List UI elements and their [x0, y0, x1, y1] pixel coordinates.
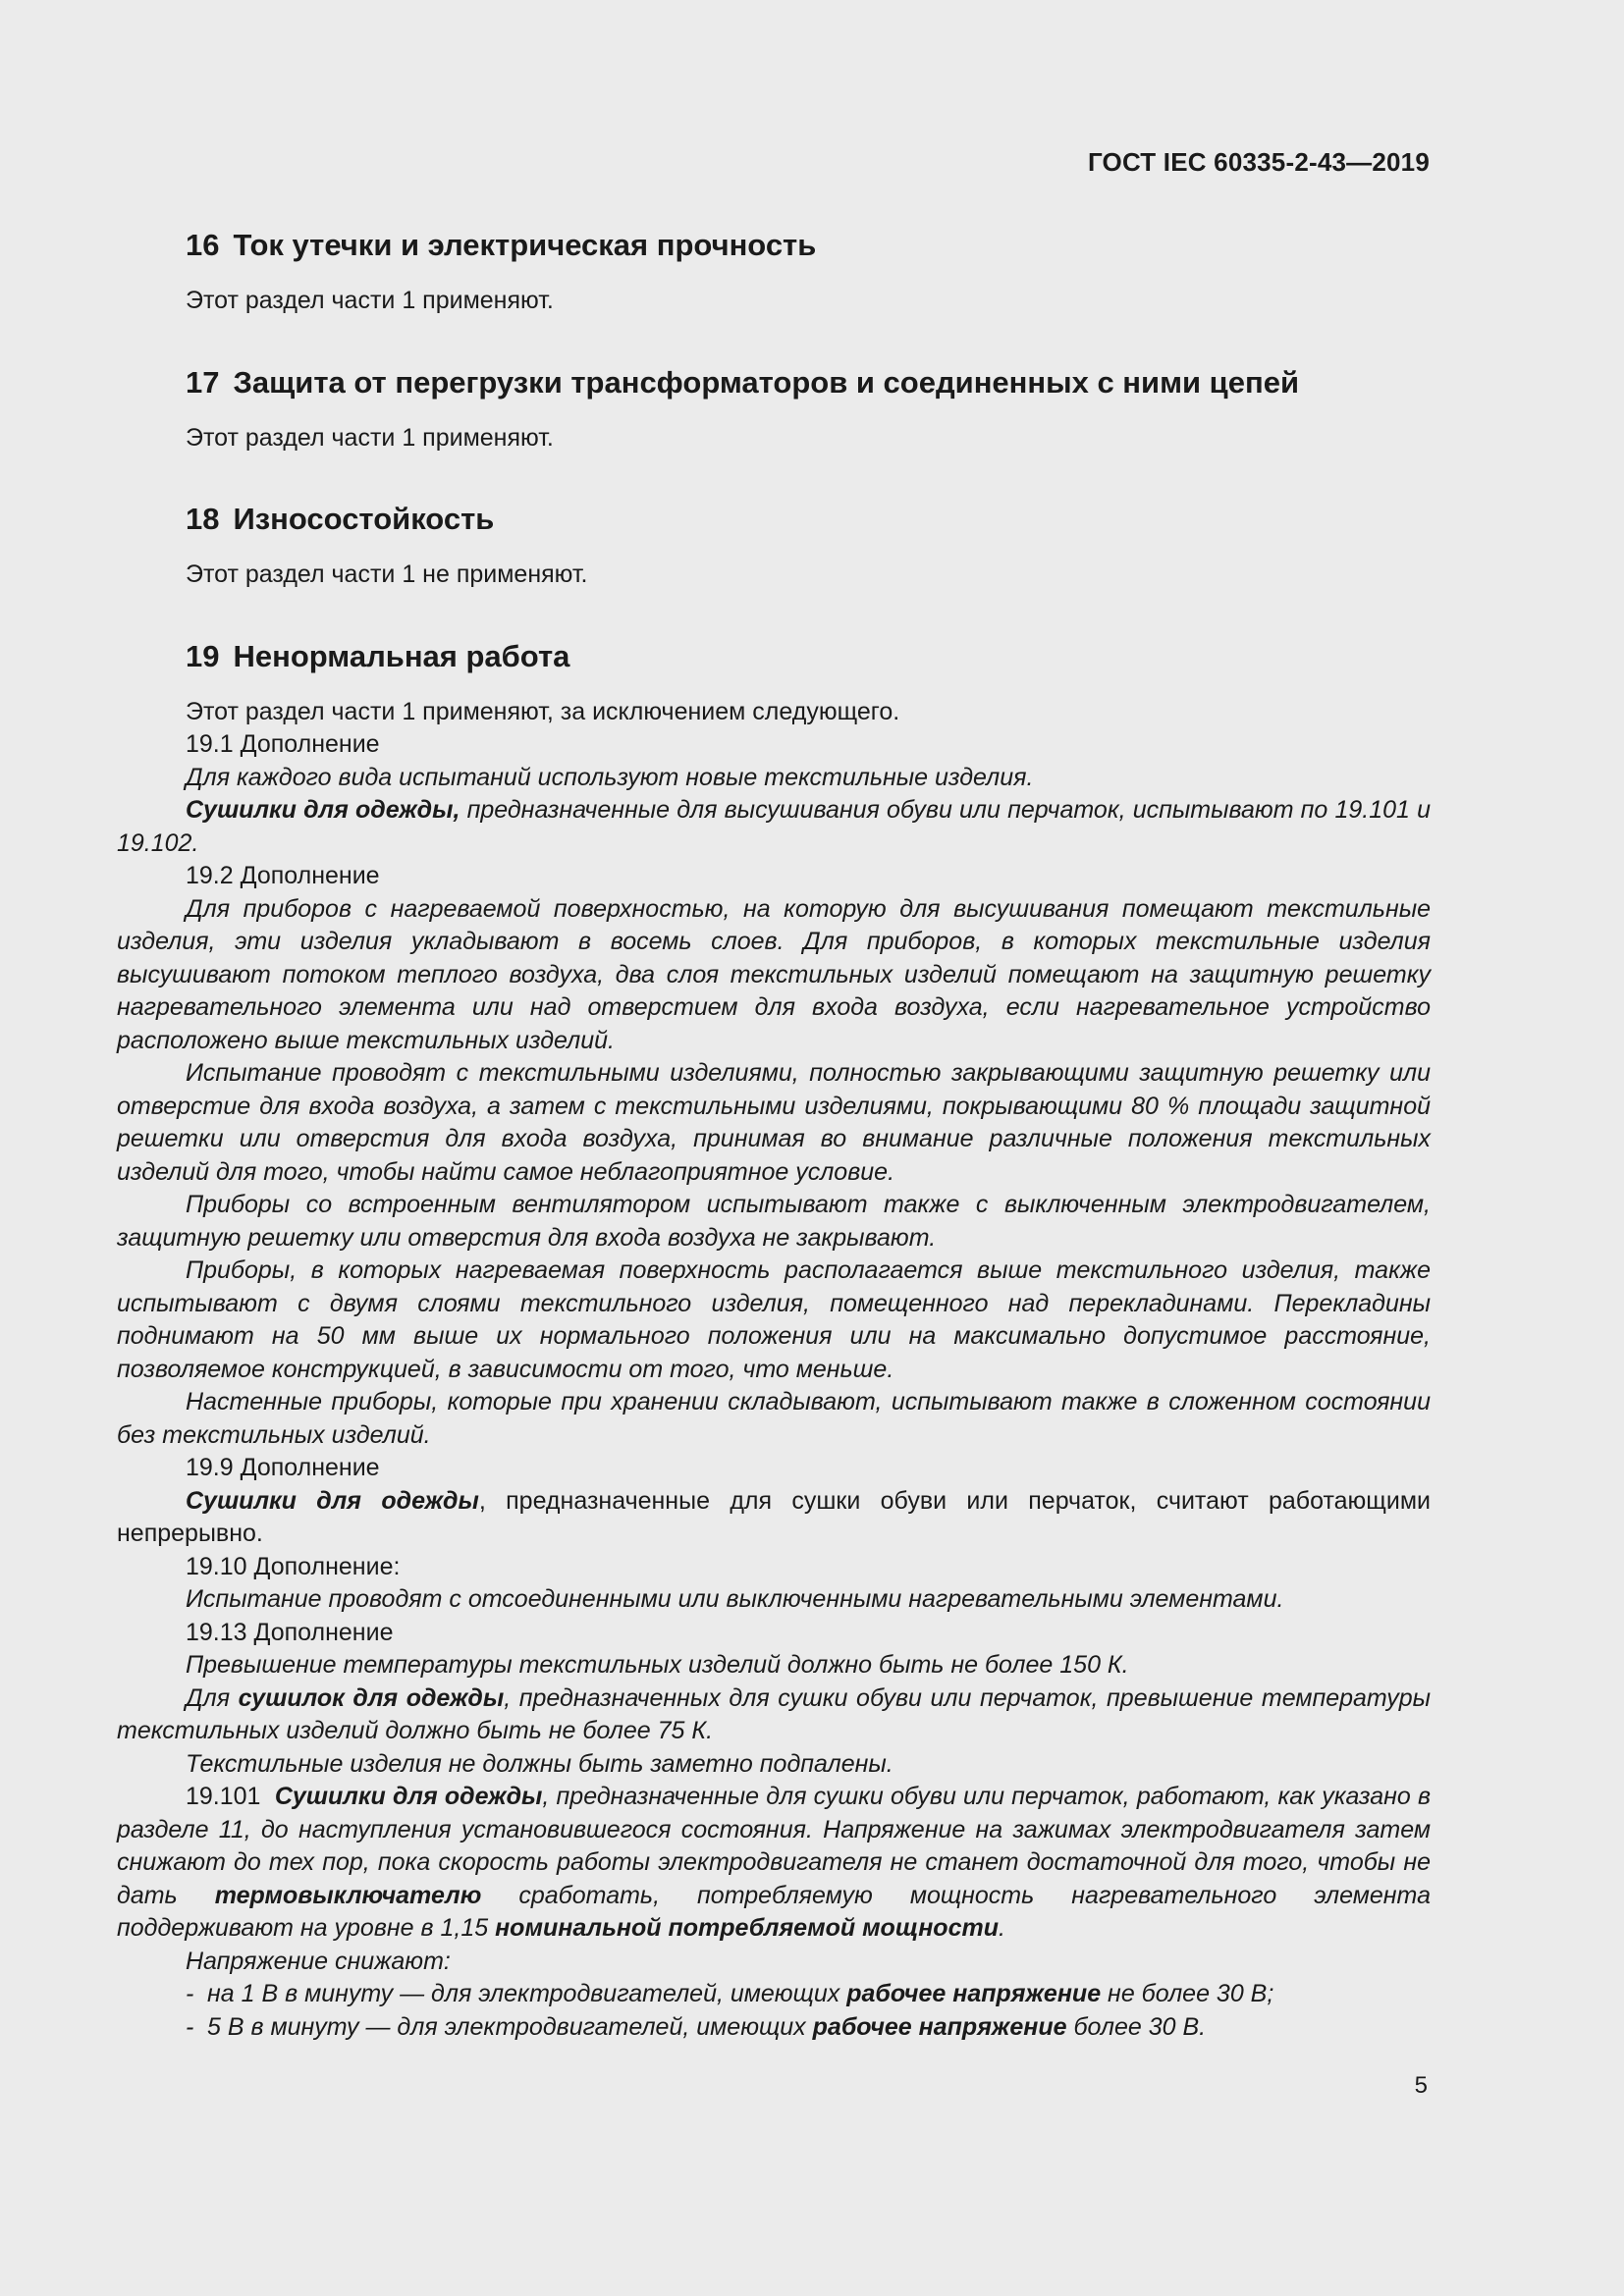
- clause-text-fragment: , предназначенные для сушки обуви или перчаток, работают, как указано в разделе 11, до наступления установившегося состояния. Напряжение на зажимах электродвигателя затем снижают до тех пор, пока скорость работы электродвигателя не станет достаточной для того, чтобы не дать: [117, 1783, 1431, 1909]
- clause-19-13-text: Превышение температуры текстильных изделий должно быть не более 150 К.: [186, 1651, 1129, 1679]
- section-16-body: Этот раздел части 1 применяют.: [186, 287, 554, 314]
- clause-text-fragment: Для: [186, 1683, 239, 1712]
- clause-19-9-label: 19.9 Дополнение: [186, 1454, 380, 1481]
- section-number: 18: [186, 502, 220, 536]
- clause-text-fragment: на 1 В в минуту — для электродвигателей, имеющих: [207, 1980, 847, 2007]
- clause-19-10-label: 19.10 Дополнение:: [186, 1552, 401, 1580]
- clause-19-10-text: Испытание проводят с отсоединенными или выключенными нагревательными элементами.: [186, 1585, 1284, 1613]
- defined-term: рабочее напряжение: [812, 2012, 1067, 2041]
- document-code: ГОСТ IEC 60335-2-43—2019: [1087, 147, 1430, 177]
- section-16: [117, 224, 1431, 318]
- voltage-list: [117, 1978, 1431, 2044]
- clause-19-2-text: Настенные приборы, которые при хранении складывают, испытывают также в сложенном состоянии без текстильных изделий.: [117, 1388, 1431, 1449]
- defined-term: Сушилки для одежды: [274, 1783, 543, 1810]
- section-number: 19: [186, 638, 220, 673]
- section-17: [117, 361, 1431, 455]
- clause-19-9-text: [117, 1485, 1431, 1551]
- defined-term: Сушилки для одежды,: [186, 796, 460, 824]
- section-19: [117, 635, 1431, 2045]
- clause-text-fragment: , предназначенных для сушки обуви или перчаток, превышение температуры текстильных изделий должно быть не более 75 К.: [117, 1683, 1431, 1744]
- clause-text-fragment: предназначенные для высушивания обуви или перчаток, испытывают по 19.101 и 19.102.: [117, 796, 1431, 857]
- clause-19-101-text: [117, 1781, 1431, 1946]
- section-18: [117, 498, 1431, 592]
- clause-19-13-text: [117, 1682, 1431, 1748]
- defined-term: сушилок для одежды: [238, 1683, 505, 1712]
- section-title: Защита от перегрузки трансформаторов и соединенных с ними цепей: [233, 364, 1299, 400]
- clause-19-2-text: Приборы со встроенным вентилятором испытывают также с выключенным электродвигателем, защитную решетку или отверстия для входа воздуха не закрывают.: [117, 1191, 1431, 1252]
- clause-text-fragment: , предназначенные для сушки обуви или перчаток, считают работающими непрерывно.: [117, 1486, 1431, 1547]
- clause-text-fragment: сработать, потребляемую мощность нагревательного элемента поддерживают на уровне в 1,15: [117, 1881, 1432, 1942]
- clause-19-2-label: 19.2 Дополнение: [186, 862, 380, 889]
- section-18-heading: [117, 498, 1431, 541]
- clause-19-101-reduce: Напряжение снижают:: [186, 1947, 451, 1975]
- defined-term: номинальной потребляемой мощности: [495, 1914, 999, 1942]
- section-18-body: Этот раздел части 1 не применяют.: [186, 561, 588, 588]
- clause-text-fragment: .: [998, 1914, 1005, 1942]
- section-title: Ток утечки и электрическая прочность: [233, 228, 817, 262]
- list-dash: -: [186, 1980, 194, 2007]
- clause-19-13-label: 19.13 Дополнение: [186, 1618, 394, 1646]
- defined-term: термовыключателю: [214, 1881, 482, 1909]
- section-17-body: Этот раздел части 1 применяют.: [186, 423, 554, 452]
- clause-19-2-text: Для приборов с нагреваемой поверхностью, на которую для высушивания помещают текстильные изделия, эти изделия укладывают в восемь слоев. Для приборов, в которых текстильные изделия высушивают потоком теплого воздуха, два слоя текстильных изделий помещают на защитную решетку нагревательного элемента или над отверстием для входа воздуха, если нагревательное устройство расположено выше текстильных изделий.: [117, 894, 1431, 1054]
- page-content: [117, 224, 1431, 2044]
- section-19-heading: [117, 635, 1431, 678]
- section-title: Износостойкость: [233, 502, 495, 536]
- section-19-intro: Этот раздел части 1 применяют, за исключением следующего.: [186, 697, 900, 725]
- defined-term: рабочее напряжение: [846, 1980, 1102, 2007]
- defined-term: Сушилки для одежды: [186, 1486, 479, 1515]
- clause-19-13-text: Текстильные изделия не должны быть заметно подпалены.: [186, 1749, 893, 1778]
- clause-text-fragment: более 30 В.: [1066, 2012, 1207, 2041]
- section-number: 16: [186, 228, 220, 262]
- section-16-heading: [117, 224, 1431, 267]
- section-17-heading: [117, 361, 1431, 404]
- list-item: [186, 2011, 1431, 2045]
- clause-19-2-text: Приборы, в которых нагреваемая поверхность располагается выше текстильного изделия, также испытывают с двумя слоями текстильного изделия, помещенного над перекладинами. Перекладины поднимают на 50 мм выше их нормального положения или на максимально допустимое расстояние, позволяемое конструкцией, в зависимости от того, что меньше.: [117, 1256, 1431, 1383]
- clause-19-2-text: Испытание проводят с текстильными изделиями, полностью закрывающими защитную решетку или отверстие для входа воздуха, а затем с текстильными изделиями, покрывающими 80 % площади защитной решетки или отверстия для входа воздуха, принимая во внимание различные положения текстильных изделий для того, чтобы найти самое неблагоприятное условие.: [117, 1059, 1431, 1186]
- clause-text-fragment: 5 В в минуту — для электродвигателей, имеющих: [207, 2012, 813, 2041]
- clause-text-fragment: не более 30 В;: [1101, 1980, 1274, 2007]
- section-number: 17: [186, 364, 220, 400]
- page-number: 5: [1414, 2072, 1428, 2099]
- clause-19-1-label: 19.1 Дополнение: [186, 730, 380, 758]
- clause-19-1-text: Для каждого вида испытаний используют новые текстильные изделия.: [186, 763, 1034, 791]
- clause-19-1-text: [117, 794, 1431, 860]
- clause-number: 19.101: [186, 1783, 261, 1810]
- list-dash: -: [186, 2012, 194, 2041]
- list-item: [186, 1978, 1431, 2011]
- section-title: Ненормальная работа: [233, 638, 570, 673]
